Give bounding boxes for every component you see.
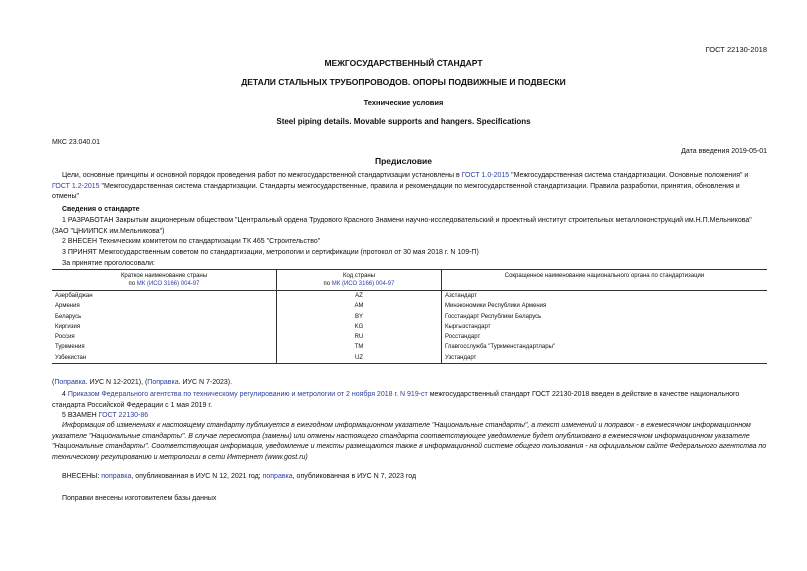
- intro-date: Дата введения 2019-05-01: [681, 148, 767, 155]
- table-row: [52, 342, 767, 352]
- amendments-applied: ВНЕСЕНЫ: поправка, опубликованная в ИУС N 12, 2021 год; поправка, опубликованная в ИУС N 7, 2023 год: [62, 473, 417, 480]
- amendment-link-1[interactable]: Поправка: [54, 379, 86, 386]
- database-note: Поправки внесены изготовителем базы данных: [62, 495, 217, 502]
- cell-code: AM: [277, 301, 442, 311]
- cell-org: Минэкономики Республики Армения: [442, 301, 768, 311]
- mk-iso-link-2[interactable]: МК (ИСО 3166) 004-97: [331, 281, 395, 287]
- applied-amendment-link-1[interactable]: поправка: [101, 473, 132, 480]
- cell-country: Россия: [55, 334, 75, 341]
- table-row: [52, 312, 767, 322]
- document-subtitle: Технические условия: [363, 98, 444, 107]
- cell-code: TM: [277, 342, 442, 352]
- cell-country: Узбекистан: [52, 353, 277, 364]
- table-row: [52, 322, 767, 332]
- cell-country: Туркмения: [55, 344, 85, 351]
- table-row: [52, 291, 767, 302]
- intro-paragraph: Цели, основные принципы и основной порядок проведения работ по межгосударственной стандартизации установлены в ГОСТ 1.0-2015 "Межгосударственная система стандартизации. Основные положения" и ГОСТ 1.2-2015 "Межгосударственная система стандартизации. Стандарты межгосударственные, правила и рекомендации по межгосударственной стандартизации. Правила разработки, принятия, обновления и отмены": [52, 172, 749, 200]
- info-item-3: 3 ПРИНЯТ Межгосударственным советом по стандартизации, метрологии и сертификации (протокол от 30 мая 2018 г. N 109-П): [62, 249, 479, 256]
- cell-country: Армения: [55, 303, 80, 310]
- document-title: ДЕТАЛИ СТАЛЬНЫХ ТРУБОПРОВОДОВ. ОПОРЫ ПОДВИЖНЫЕ И ПОДВЕСКИ: [241, 77, 566, 87]
- table-header-row: [52, 270, 767, 291]
- info-item-4: 4 Приказом Федерального агентства по техническому регулированию и метрологии от 2 ноября 2018 г. N 919-ст межгосударственный стандарт ГОСТ 22130-2018 введен в действие в качестве национального стандарта Российской Федерации с 1 мая 2019 г.: [52, 391, 740, 409]
- cell-country: Беларусь: [55, 313, 82, 320]
- cell-org: Азстандарт: [442, 291, 768, 302]
- cell-org: Госстандарт Республики Беларусь: [442, 312, 768, 322]
- cell-code: RU: [277, 332, 442, 342]
- amendment-link-2[interactable]: Поправка: [147, 379, 179, 386]
- cell-org: Кыргызстандарт: [442, 322, 768, 332]
- table-row: [52, 332, 767, 342]
- cell-country: Азербайджан: [55, 293, 93, 299]
- mk-iso-link-1[interactable]: МК (ИСО 3166) 004-97: [136, 281, 200, 287]
- info-item-2: 2 ВНЕСЕН Техническим комитетом по стандартизации ТК 465 "Строительство": [62, 238, 321, 245]
- cell-code: UZ: [277, 353, 442, 364]
- cell-org: Главгосслужба "Туркменстандартлары": [442, 342, 768, 352]
- cell-code: BY: [277, 312, 442, 322]
- preface-heading: Предисловие: [374, 156, 433, 166]
- voters-caption: За принятие проголосовали:: [62, 260, 155, 267]
- cell-code: KG: [277, 322, 442, 332]
- cell-country: Киргизия: [55, 323, 81, 330]
- amendments-line: (Поправка. ИУС N 12-2021), (Поправка. ИУС N 7-2023).: [52, 379, 233, 386]
- table-row: [52, 353, 767, 364]
- info-item-1: 1 РАЗРАБОТАН Закрытым акционерным обществом "Центральный ордена Трудового Красного Знамени научно-исследовательский и проектный институт строительных металлоконструкций им.Н.П.Мельникова" (ЗАО "ЦНИИПСК им.Мельникова"): [52, 217, 752, 235]
- info-heading: Сведения о стандарте: [62, 206, 140, 213]
- cell-code: AZ: [277, 291, 442, 302]
- replaced-gost-link[interactable]: ГОСТ 22130-86: [98, 412, 149, 419]
- col-org: Сокращенное наименование национального органа по стандартизации: [442, 270, 768, 291]
- gost-1-2-link[interactable]: ГОСТ 1.2-2015: [52, 182, 100, 190]
- mks-code: МКС 23.040.01: [52, 139, 100, 146]
- document-code: ГОСТ 22130-2018: [705, 45, 767, 54]
- table-row: [52, 301, 767, 311]
- order-link[interactable]: Приказом Федерального агентства по техническому регулированию и метрологии от 2 ноября 2018 г. N 919-ст: [67, 391, 428, 398]
- col-code: Код страны по МК (ИСО 3166) 004-97: [277, 270, 442, 291]
- info-item-5: 5 ВЗАМЕН ГОСТ 22130-86: [62, 412, 149, 419]
- standard-type-title: МЕЖГОСУДАРСТВЕННЫЙ СТАНДАРТ: [324, 58, 483, 68]
- cell-org: Росстандарт: [442, 332, 768, 342]
- cell-org: Узстандарт: [442, 353, 768, 364]
- col-country: Краткое наименование страны по МК (ИСО 3166) 004-97: [52, 270, 277, 291]
- english-title: Steel piping details. Movable supports and hangers. Specifications: [276, 117, 531, 126]
- voting-table: [52, 269, 767, 364]
- applied-amendment-link-2[interactable]: поправка: [262, 473, 293, 480]
- gost-1-0-link[interactable]: ГОСТ 1.0-2015: [461, 172, 510, 179]
- changes-notice: Информация об изменениях к настоящему стандарту публикуется в ежегодном информационном указателе "Национальные стандарты", а текст изменений и поправок - в ежемесячном информационном указателе "Национальные стандарты". В случае пересмотра (замены) или отмены настоящего стандарта соответствующее уведомление будет опубликовано в ежемесячном информационном указателе "Национальные стандарты". Соответствующая информация, уведомление и тексты размещаются также в информационной системе общего пользования - на официальном сайте Федерального агентства по техническому регулированию и метрологии в сети Интернет (www.gost.ru): [52, 422, 767, 461]
